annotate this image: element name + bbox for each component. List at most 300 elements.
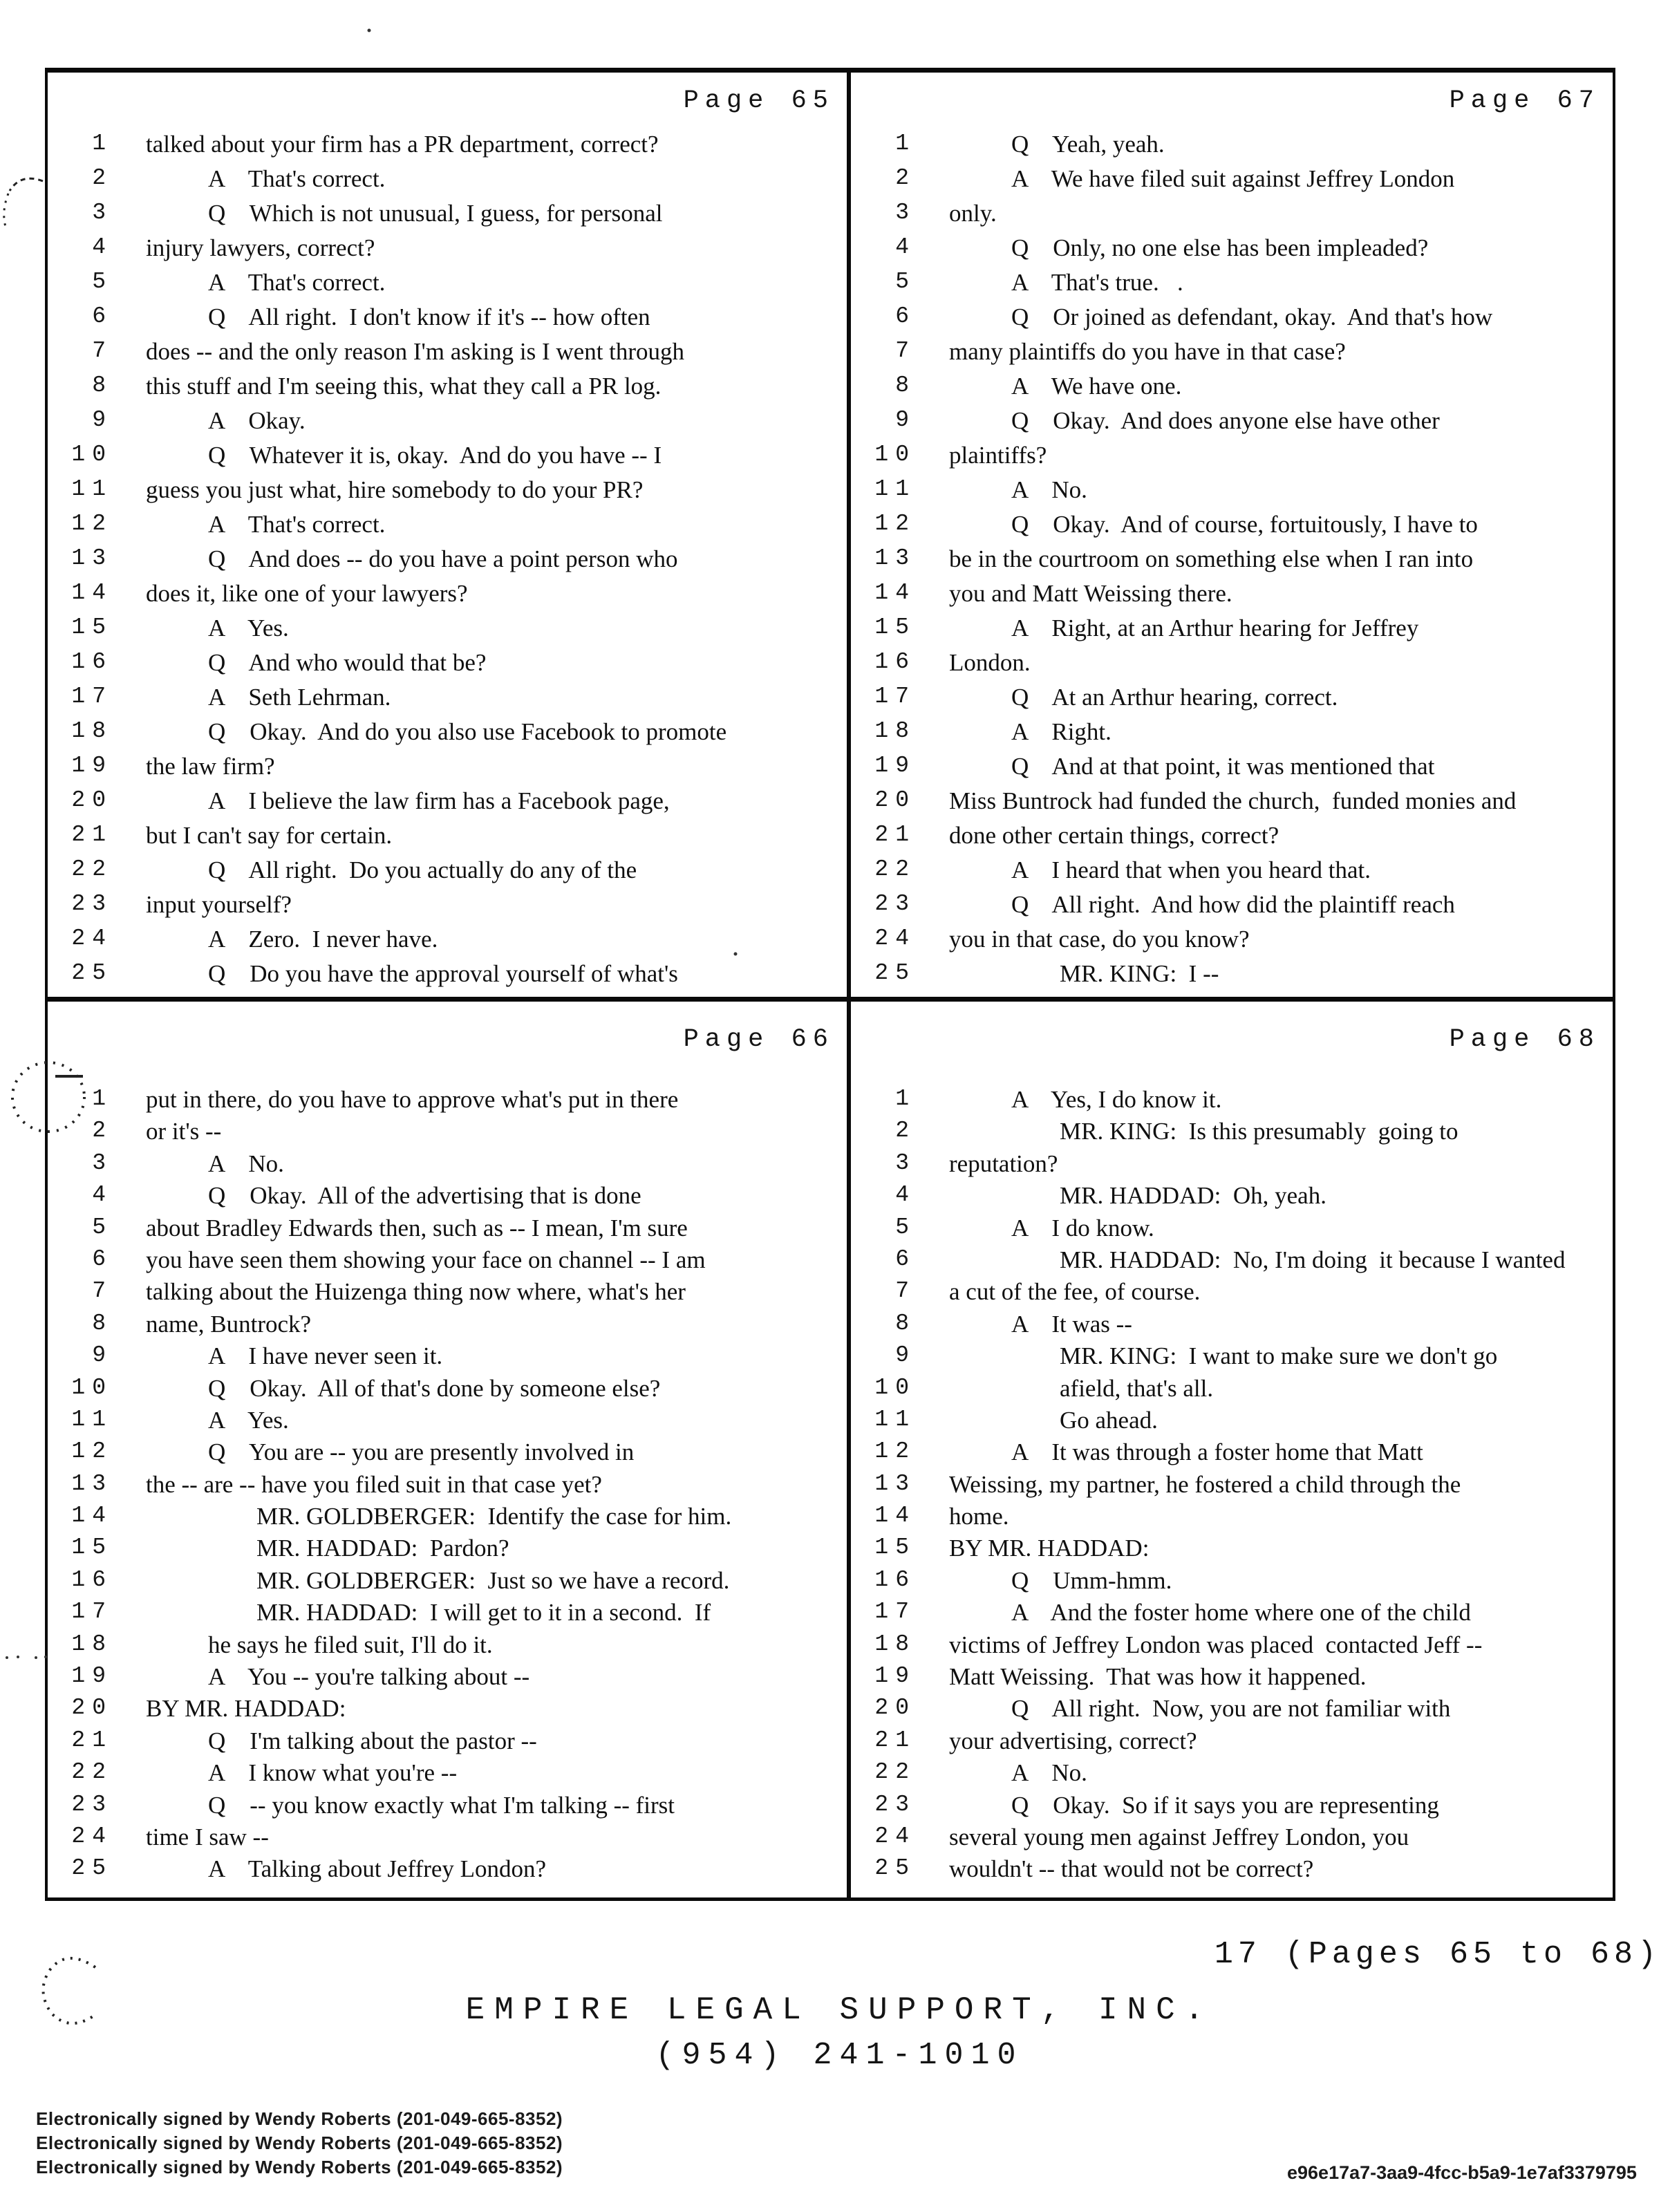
line-number: 14 bbox=[874, 1503, 916, 1529]
line-number: 21 bbox=[874, 822, 916, 847]
line-number: 13 bbox=[874, 545, 916, 571]
line-text: A You -- you're talking about -- bbox=[208, 1663, 530, 1691]
transcript-line bbox=[48, 1342, 847, 1374]
transcript-line bbox=[48, 1824, 847, 1855]
line-number: 20 bbox=[874, 787, 916, 813]
line-text: home. bbox=[949, 1503, 1009, 1530]
pen-mark-top-left bbox=[0, 171, 55, 247]
line-number: 6 bbox=[92, 1246, 113, 1272]
line-text: Q Umm-hmm. bbox=[1011, 1566, 1172, 1594]
grid-horizontal-divider bbox=[48, 997, 1613, 1002]
transcript-line bbox=[48, 580, 847, 615]
transcript-line bbox=[48, 442, 847, 476]
line-text: several young men against Jeffrey London, you bbox=[949, 1823, 1409, 1850]
transcript-line bbox=[851, 1599, 1613, 1631]
line-number: 23 bbox=[71, 891, 113, 917]
line-number: 12 bbox=[874, 1438, 916, 1465]
transcript-line bbox=[48, 753, 847, 787]
line-number: 8 bbox=[92, 373, 113, 398]
line-number: 6 bbox=[92, 303, 113, 329]
line-number: 20 bbox=[71, 787, 113, 813]
line-text: A Yes. bbox=[208, 615, 289, 641]
transcript-line bbox=[48, 856, 847, 891]
line-number: 4 bbox=[895, 234, 916, 260]
line-text: time I saw -- bbox=[146, 1823, 269, 1850]
transcript-line bbox=[851, 442, 1613, 476]
transcript-line bbox=[48, 1535, 847, 1566]
line-text: MR. HADDAD: Pardon? bbox=[256, 1535, 509, 1562]
line-text: A And the foster home where one of the child bbox=[1011, 1599, 1471, 1627]
line-number: 7 bbox=[895, 1278, 916, 1304]
page-header: Page 66 bbox=[683, 1025, 834, 1054]
line-number: 5 bbox=[92, 269, 113, 294]
line-text: A We have filed suit against Jeffrey London bbox=[1011, 165, 1455, 192]
line-number: 21 bbox=[71, 822, 113, 847]
transcript-line bbox=[48, 787, 847, 822]
line-text: name, Buntrock? bbox=[146, 1310, 312, 1338]
line-text: A Okay. bbox=[208, 407, 306, 434]
line-number: 24 bbox=[71, 1823, 113, 1849]
line-text: Q Yeah, yeah. bbox=[1011, 131, 1165, 158]
line-number: 11 bbox=[71, 476, 113, 502]
line-text: afield, that's all. bbox=[1060, 1374, 1214, 1402]
line-text: A It was -- bbox=[1011, 1310, 1132, 1338]
line-number: 9 bbox=[895, 407, 916, 433]
line-text: Q All right. I don't know if it's -- how often bbox=[208, 303, 650, 330]
transcript-line bbox=[851, 476, 1613, 511]
line-text: Q I'm talking about the pastor -- bbox=[208, 1727, 537, 1754]
line-number: 10 bbox=[71, 442, 113, 467]
line-text: the -- are -- have you filed suit in that case yet? bbox=[146, 1470, 602, 1498]
transcript-line bbox=[851, 1438, 1613, 1470]
line-number: 24 bbox=[874, 926, 916, 951]
line-number: 22 bbox=[71, 1759, 113, 1785]
line-text: Q All right. And how did the plaintiff reach bbox=[1011, 891, 1455, 918]
line-number: 18 bbox=[71, 1631, 113, 1657]
transcript-line bbox=[851, 407, 1613, 442]
line-number: 23 bbox=[874, 1791, 916, 1817]
transcript-line bbox=[851, 165, 1613, 200]
transcript-lines bbox=[851, 131, 1613, 995]
transcript-lines bbox=[48, 131, 847, 995]
line-text: talked about your firm has a PR department, correct? bbox=[146, 131, 659, 158]
line-number: 17 bbox=[874, 1599, 916, 1625]
transcript-line bbox=[851, 1503, 1613, 1535]
transcript-line bbox=[48, 131, 847, 165]
line-text: BY MR. HADDAD: bbox=[146, 1695, 346, 1723]
line-text: or it's -- bbox=[146, 1118, 222, 1145]
line-number: 6 bbox=[895, 303, 916, 329]
line-text: Go ahead. bbox=[1060, 1406, 1158, 1434]
line-text: many plaintiffs do you have in that case? bbox=[949, 338, 1346, 365]
line-text: Miss Buntrock had funded the church, funded monies and bbox=[949, 787, 1517, 814]
line-text: A We have one. bbox=[1011, 373, 1182, 400]
transcript-line bbox=[851, 303, 1613, 338]
transcript-line bbox=[48, 1792, 847, 1824]
transcript-line bbox=[851, 1375, 1613, 1407]
transcript-line bbox=[48, 1215, 847, 1246]
line-text: you have seen them showing your face on channel -- I am bbox=[146, 1246, 706, 1273]
line-text: A That's correct. bbox=[208, 269, 386, 296]
transcript-line bbox=[48, 1150, 847, 1182]
pen-mark-middle-left bbox=[6, 1047, 95, 1147]
transcript-line bbox=[48, 1471, 847, 1503]
line-text: MR. GOLDBERGER: Identify the case for him. bbox=[256, 1503, 732, 1530]
transcript-line bbox=[48, 1855, 847, 1887]
line-text: A No. bbox=[208, 1150, 284, 1177]
transcript-line bbox=[48, 926, 847, 960]
line-text: A That's correct. bbox=[208, 165, 386, 192]
line-number: 24 bbox=[71, 926, 113, 951]
line-text: Q -- you know exactly what I'm talking -- first bbox=[208, 1791, 675, 1819]
line-number: 16 bbox=[71, 1566, 113, 1593]
transcript-line bbox=[851, 1246, 1613, 1278]
line-text: A Right. bbox=[1011, 718, 1111, 745]
panel-page-66 bbox=[48, 1002, 847, 1897]
line-number: 9 bbox=[92, 1342, 113, 1369]
transcript-line bbox=[48, 960, 847, 995]
transcript-line bbox=[851, 131, 1613, 165]
line-number: 22 bbox=[874, 1759, 916, 1785]
line-number: 1 bbox=[92, 131, 113, 156]
transcript-line bbox=[851, 1311, 1613, 1342]
transcript-line bbox=[48, 511, 847, 545]
transcript-lines bbox=[851, 1086, 1613, 1888]
line-text: A I know what you're -- bbox=[208, 1759, 458, 1787]
line-text: injury lawyers, correct? bbox=[146, 234, 375, 261]
line-number: 13 bbox=[71, 545, 113, 571]
signature-line: Electronically signed by Wendy Roberts (201-049-665-8352) bbox=[36, 2133, 563, 2153]
line-text: MR. HADDAD: I will get to it in a second. If bbox=[256, 1599, 711, 1627]
line-text: guess you just what, hire somebody to do your PR? bbox=[146, 476, 644, 503]
line-text: A Seth Lehrman. bbox=[208, 684, 391, 711]
line-number: 22 bbox=[71, 856, 113, 882]
line-number: 16 bbox=[874, 649, 916, 675]
transcript-line bbox=[851, 1342, 1613, 1374]
line-text: A I have never seen it. bbox=[208, 1342, 443, 1370]
line-number: 14 bbox=[874, 580, 916, 606]
line-number: 8 bbox=[92, 1310, 113, 1336]
line-number: 11 bbox=[874, 476, 916, 502]
line-number: 16 bbox=[71, 649, 113, 675]
transcript-line bbox=[851, 1759, 1613, 1791]
transcript-line bbox=[48, 200, 847, 234]
transcript-line bbox=[851, 1407, 1613, 1438]
line-number: 20 bbox=[874, 1695, 916, 1721]
transcript-line bbox=[851, 1471, 1613, 1503]
transcript-line bbox=[851, 787, 1613, 822]
line-number: 16 bbox=[874, 1566, 916, 1593]
line-text: London. bbox=[949, 649, 1031, 676]
line-number: 2 bbox=[92, 1118, 113, 1144]
court-reporting-company: EMPIRE LEGAL SUPPORT, INC. bbox=[465, 1992, 1214, 2028]
line-text: you and Matt Weissing there. bbox=[949, 580, 1232, 607]
line-text: a cut of the fee, of course. bbox=[949, 1278, 1201, 1306]
line-number: 19 bbox=[874, 753, 916, 778]
line-text: only. bbox=[949, 200, 997, 227]
line-text: Matt Weissing. That was how it happened. bbox=[949, 1663, 1367, 1691]
line-number: 17 bbox=[71, 1599, 113, 1625]
transcript-line bbox=[48, 407, 847, 442]
signature-line: Electronically signed by Wendy Roberts (201-049-665-8352) bbox=[36, 2108, 563, 2129]
line-number: 8 bbox=[895, 373, 916, 398]
line-number: 3 bbox=[92, 1150, 113, 1176]
line-number: 23 bbox=[874, 891, 916, 917]
transcript-line bbox=[48, 234, 847, 269]
transcript-line bbox=[48, 1759, 847, 1791]
line-text: A Yes. bbox=[208, 1406, 289, 1434]
line-number: 12 bbox=[874, 511, 916, 536]
transcript-line bbox=[851, 1567, 1613, 1599]
line-text: Q And at that point, it was mentioned that bbox=[1011, 753, 1435, 780]
line-number: 13 bbox=[874, 1470, 916, 1497]
transcript-line bbox=[851, 926, 1613, 960]
line-number: 19 bbox=[71, 1663, 113, 1689]
line-text: A That's true. . bbox=[1011, 269, 1183, 296]
signature-block bbox=[36, 2107, 563, 2180]
line-text: the law firm? bbox=[146, 753, 275, 780]
line-text: reputation? bbox=[949, 1150, 1058, 1177]
line-number: 7 bbox=[92, 1278, 113, 1304]
transcript-line bbox=[851, 1792, 1613, 1824]
transcript-line bbox=[48, 1375, 847, 1407]
line-text: Q Okay. All of that's done by someone else? bbox=[208, 1374, 661, 1402]
line-number: 17 bbox=[71, 684, 113, 709]
transcript-line bbox=[851, 580, 1613, 615]
line-number: 3 bbox=[92, 200, 113, 225]
transcript-line bbox=[48, 891, 847, 926]
transcript-line bbox=[851, 718, 1613, 753]
line-text: MR. KING: Is this presumably going to bbox=[1060, 1118, 1458, 1145]
transcript-line bbox=[851, 1150, 1613, 1182]
line-number: 25 bbox=[71, 1855, 113, 1882]
transcript-line bbox=[851, 1824, 1613, 1855]
line-text: but I can't say for certain. bbox=[146, 822, 393, 849]
panel-page-65 bbox=[48, 73, 847, 997]
line-number: 10 bbox=[71, 1374, 113, 1400]
line-number: 11 bbox=[71, 1406, 113, 1432]
line-number: 2 bbox=[895, 165, 916, 191]
transcript-line bbox=[48, 545, 847, 580]
transcript-lines bbox=[48, 1086, 847, 1888]
line-number: 3 bbox=[895, 1150, 916, 1176]
line-number: 7 bbox=[895, 338, 916, 364]
line-text: Q And who would that be? bbox=[208, 649, 487, 676]
line-text: Q Or joined as defendant, okay. And that's how bbox=[1011, 303, 1493, 330]
line-text: he says he filed suit, I'll do it. bbox=[208, 1631, 493, 1658]
line-text: wouldn't -- that would not be correct? bbox=[949, 1855, 1314, 1883]
line-text: A I heard that when you heard that. bbox=[1011, 856, 1371, 883]
line-number: 20 bbox=[71, 1695, 113, 1721]
transcript-line bbox=[851, 338, 1613, 373]
transcript-line bbox=[851, 684, 1613, 718]
line-text: Q Whatever it is, okay. And do you have -- I bbox=[208, 442, 662, 469]
signature-line: Electronically signed by Wendy Roberts (201-049-665-8352) bbox=[36, 2157, 563, 2177]
transcript-line bbox=[851, 1086, 1613, 1118]
line-number: 15 bbox=[874, 1535, 916, 1561]
transcript-line bbox=[48, 1086, 847, 1118]
line-text: Q Do you have the approval yourself of what's bbox=[208, 960, 678, 987]
line-number: 25 bbox=[874, 1855, 916, 1882]
line-text: A I do know. bbox=[1011, 1214, 1154, 1241]
line-number: 15 bbox=[71, 615, 113, 640]
transcript-line bbox=[851, 856, 1613, 891]
transcript-line bbox=[851, 615, 1613, 649]
pen-mark-bottom-left bbox=[35, 1949, 111, 2032]
transcript-line bbox=[851, 1663, 1613, 1695]
line-number: 1 bbox=[895, 131, 916, 156]
transcript-line bbox=[48, 684, 847, 718]
grid-vertical-divider bbox=[847, 73, 851, 1897]
line-text: A I believe the law firm has a Facebook page, bbox=[208, 787, 670, 814]
line-text: be in the courtroom on something else when I ran into bbox=[949, 545, 1474, 572]
transcript-line bbox=[851, 1631, 1613, 1663]
line-text: your advertising, correct? bbox=[949, 1727, 1197, 1754]
line-text: Q All right. Now, you are not familiar with bbox=[1011, 1695, 1451, 1723]
transcript-line bbox=[851, 1535, 1613, 1566]
line-number: 14 bbox=[71, 580, 113, 606]
line-text: Q All right. Do you actually do any of the bbox=[208, 856, 637, 883]
line-number: 18 bbox=[71, 718, 113, 744]
line-number: 18 bbox=[874, 718, 916, 744]
line-number: 23 bbox=[71, 1791, 113, 1817]
transcript-line bbox=[851, 822, 1613, 856]
line-text: Q Okay. And does anyone else have other bbox=[1011, 407, 1440, 434]
line-number: 3 bbox=[895, 200, 916, 225]
line-number: 6 bbox=[895, 1246, 916, 1272]
line-number: 2 bbox=[92, 165, 113, 191]
line-text: does it, like one of your lawyers? bbox=[146, 580, 468, 607]
line-text: A It was through a foster home that Matt bbox=[1011, 1438, 1423, 1466]
line-number: 25 bbox=[874, 960, 916, 986]
line-text: BY MR. HADDAD: bbox=[949, 1535, 1150, 1562]
line-text: A Yes, I do know it. bbox=[1011, 1086, 1222, 1113]
line-number: 12 bbox=[71, 511, 113, 536]
page-header: Page 68 bbox=[1449, 1025, 1600, 1054]
line-number: 12 bbox=[71, 1438, 113, 1465]
line-text: Q Okay. All of the advertising that is done bbox=[208, 1182, 641, 1210]
line-number: 4 bbox=[92, 234, 113, 260]
transcript-line bbox=[48, 1631, 847, 1663]
line-number: 10 bbox=[874, 442, 916, 467]
speck-mark-top bbox=[365, 26, 373, 35]
transcript-line bbox=[48, 303, 847, 338]
transcript-line bbox=[48, 1727, 847, 1759]
line-text: Q Okay. So if it says you are representing bbox=[1011, 1791, 1439, 1819]
transcript-line bbox=[851, 545, 1613, 580]
line-text: A Talking about Jeffrey London? bbox=[208, 1855, 547, 1883]
line-number: 5 bbox=[92, 1214, 113, 1240]
line-number: 19 bbox=[874, 1663, 916, 1689]
line-number: 8 bbox=[895, 1310, 916, 1336]
document-id: e96e17a7-3aa9-4fcc-b5a9-1e7af3379795 bbox=[1287, 2162, 1637, 2183]
transcript-line bbox=[851, 200, 1613, 234]
line-text: MR. HADDAD: Oh, yeah. bbox=[1060, 1182, 1326, 1210]
sheet-page-range: 17 (Pages 65 to 68) bbox=[1214, 1937, 1661, 1972]
transcript-line bbox=[48, 1407, 847, 1438]
line-number: 5 bbox=[895, 269, 916, 294]
transcript-line bbox=[48, 1182, 847, 1214]
transcript-line bbox=[48, 1599, 847, 1631]
transcript-line bbox=[48, 1118, 847, 1150]
line-text: MR. KING: I -- bbox=[1060, 960, 1219, 987]
line-text: victims of Jeffrey London was placed contacted Jeff -- bbox=[949, 1631, 1483, 1658]
line-text: A No. bbox=[1011, 1759, 1087, 1787]
line-text: Weissing, my partner, he fostered a child through the bbox=[949, 1470, 1461, 1498]
transcript-line bbox=[851, 269, 1613, 303]
transcript-line bbox=[48, 373, 847, 407]
line-number: 9 bbox=[92, 407, 113, 433]
transcript-line bbox=[48, 1246, 847, 1278]
transcript-line bbox=[48, 615, 847, 649]
line-number: 17 bbox=[874, 684, 916, 709]
page-header: Page 67 bbox=[1449, 86, 1600, 115]
line-text: MR. KING: I want to make sure we don't go bbox=[1060, 1342, 1498, 1370]
transcript-line bbox=[851, 511, 1613, 545]
line-number: 24 bbox=[874, 1823, 916, 1849]
line-number: 2 bbox=[895, 1118, 916, 1144]
line-text: this stuff and I'm seeing this, what they call a PR log. bbox=[146, 373, 662, 400]
line-number: 15 bbox=[874, 615, 916, 640]
transcript-line bbox=[48, 1311, 847, 1342]
speck-marks-left bbox=[3, 1652, 51, 1663]
transcript-line bbox=[851, 1118, 1613, 1150]
transcript-line bbox=[851, 1855, 1613, 1887]
transcript-line bbox=[48, 718, 847, 753]
transcript-line bbox=[851, 1182, 1613, 1214]
line-text: input yourself? bbox=[146, 891, 292, 918]
transcript-line bbox=[48, 1278, 847, 1310]
line-number: 21 bbox=[71, 1727, 113, 1753]
line-text: you in that case, do you know? bbox=[949, 926, 1250, 953]
transcript-line bbox=[851, 1727, 1613, 1759]
transcript-line bbox=[48, 649, 847, 684]
line-number: 15 bbox=[71, 1535, 113, 1561]
transcript-line bbox=[48, 338, 847, 373]
line-text: plaintiffs? bbox=[949, 442, 1047, 469]
line-number: 4 bbox=[92, 1182, 113, 1208]
transcript-line bbox=[48, 1503, 847, 1535]
line-text: Q You are -- you are presently involved in bbox=[208, 1438, 635, 1466]
line-number: 14 bbox=[71, 1503, 113, 1529]
transcript-line bbox=[851, 891, 1613, 926]
line-text: talking about the Huizenga thing now where, what's her bbox=[146, 1278, 686, 1306]
line-text: MR. GOLDBERGER: Just so we have a record. bbox=[256, 1566, 730, 1594]
transcript-line bbox=[851, 234, 1613, 269]
line-text: done other certain things, correct? bbox=[949, 822, 1279, 849]
line-number: 10 bbox=[874, 1374, 916, 1400]
transcript-line bbox=[48, 476, 847, 511]
line-number: 1 bbox=[895, 1086, 916, 1112]
transcript-grid bbox=[45, 68, 1615, 1901]
line-text: A That's correct. bbox=[208, 511, 386, 538]
transcript-line bbox=[48, 1567, 847, 1599]
transcript-line bbox=[851, 753, 1613, 787]
transcript-line bbox=[851, 1278, 1613, 1310]
transcript-line bbox=[851, 1695, 1613, 1727]
line-number: 18 bbox=[874, 1631, 916, 1657]
line-text: Q Okay. And do you also use Facebook to promote bbox=[208, 718, 727, 745]
line-text: MR. HADDAD: No, I'm doing it because I wanted bbox=[1060, 1246, 1566, 1273]
line-number: 4 bbox=[895, 1182, 916, 1208]
transcript-line bbox=[48, 822, 847, 856]
transcript-line bbox=[851, 649, 1613, 684]
transcript-line bbox=[851, 1215, 1613, 1246]
speck-mark-center bbox=[731, 950, 740, 958]
line-number: 7 bbox=[92, 338, 113, 364]
panel-page-68 bbox=[851, 1002, 1613, 1897]
line-number: 11 bbox=[874, 1406, 916, 1432]
